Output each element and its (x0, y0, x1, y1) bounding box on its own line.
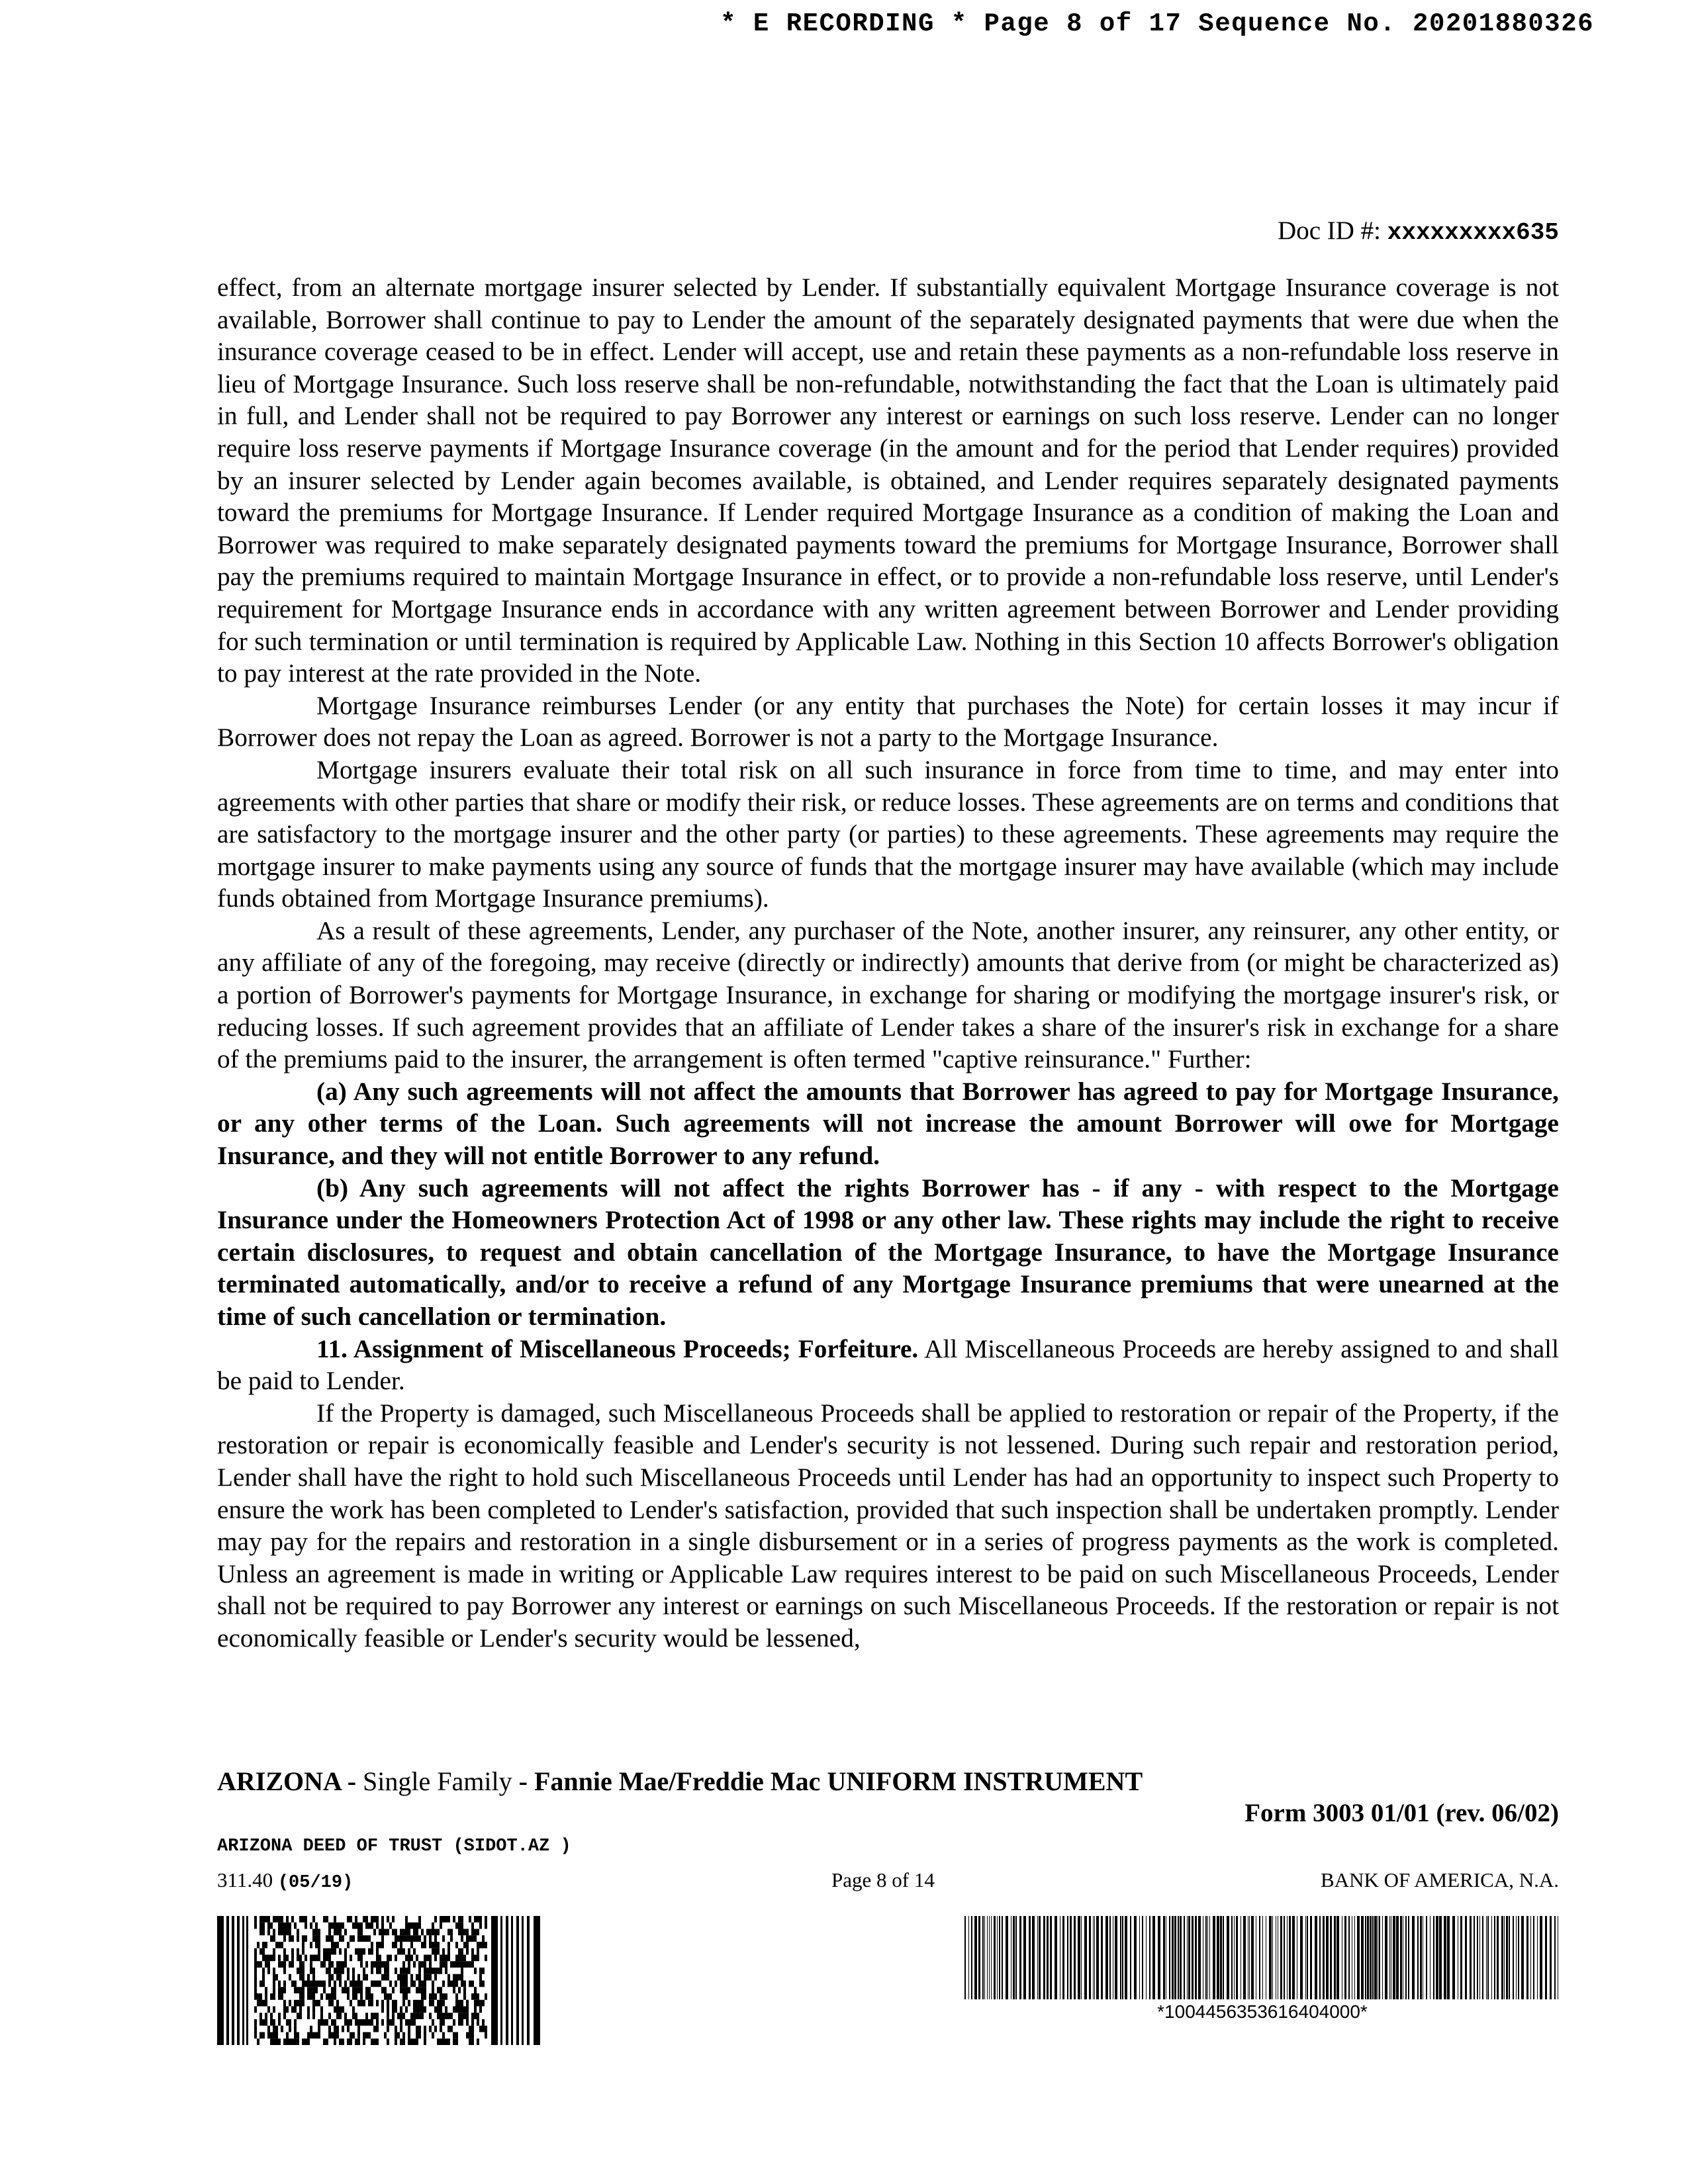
barcode-text: *1004456353616404000* (1157, 2001, 1368, 2022)
paragraph-mortgage-insurance-reimburses: Mortgage Insurance reimburses Lender (or any entity that purchases the Note) for certain losses it may incur if Borrower does not repay the Loan as agreed. Borrower is not a party to the Mortgage Insurance. (217, 690, 1559, 752)
form-code-date: (05/19) (277, 1873, 353, 1893)
form-code (217, 1868, 353, 1893)
document-body (217, 271, 1559, 1655)
section-11-heading: 11. Assignment of Miscellaneous Proceeds; Forfeiture. (316, 1334, 919, 1363)
footer-separator: - (340, 1766, 363, 1796)
footer-separator: - (512, 1766, 534, 1796)
form-code-number: 311.40 (217, 1868, 273, 1891)
pdf417-barcode (217, 1916, 540, 2045)
paragraph-property-damaged: If the Property is damaged, such Miscellaneous Proceeds shall be applied to restoration or repair of the Property, if the restoration or repair is economically feasible and Lender's security is not lessened. During such repair and restoration period, Lender shall have the right to hold such Miscellaneous Proceeds until Lender has had an opportunity to inspect such Property to ensure the work has been completed to Lender's satisfaction, provided that such inspection shall be undertaken promptly. Lender may pay for the repairs and restoration in a single disbursement or in a series of progress payments as the work is completed. Unless an agreement is made in writing or Applicable Law requires interest to be paid on such Miscellaneous Proceeds, Lender shall not be required to pay Borrower any interest or earnings on such Miscellaneous Proceeds. If the restoration or repair is not economically feasible or Lender's security would be lessened, (217, 1398, 1559, 1653)
paragraph-continuation: effect, from an alternate mortgage insurer selected by Lender. If substantially equivalent Mortgage Insurance coverage is not available, Borrower shall continue to pay to Lender the amount of the separately designated payments that were due when the insurance coverage ceased to be in effect. Lender will accept, use and retain these payments as a non-refundable loss reserve in lieu of Mortgage Insurance. Such loss reserve shall be non-refundable, notwithstanding the fact that the Loan is ultimately paid in full, and Lender shall not be required to pay Borrower any interest or earnings on such loss reserve. Lender can no longer require loss reserve payments if Mortgage Insurance coverage (in the amount and for the period that Lender requires) provided by an insurer selected by Lender again becomes available, is obtained, and Lender requires separately designated payments toward the premiums for Mortgage Insurance. If Lender required Mortgage Insurance as a condition of making the Loan and Borrower was required to make separately designated payments toward the premiums for Mortgage Insurance, Borrower shall pay the premiums required to maintain Mortgage Insurance in effect, or to provide a non-refundable loss reserve, until Lender's requirement for Mortgage Insurance ends in accordance with any written agreement between Borrower and Lender providing for such termination or until termination is required by Applicable Law. Nothing in this Section 10 affects Borrower's obligation to pay interest at the rate provided in the Note. (217, 273, 1559, 688)
paragraph-clause-a: (a) Any such agreements will not affect the amounts that Borrower has agreed to pay for Mortgage Insurance, or any other terms of the Loan. Such agreements will not increase the amount Borrower will owe for Mortgage Insurance, and they will not entitle Borrower to any refund. (217, 1076, 1559, 1171)
doc-id (1278, 216, 1559, 246)
deed-label: ARIZONA DEED OF TRUST (SIDOT.AZ ) (217, 1837, 571, 1856)
section-11-text: All Miscellaneous Proceeds are hereby assigned to and shall be paid to Lender. (217, 1334, 1559, 1396)
doc-id-label: Doc ID #: (1278, 216, 1381, 245)
bank-name: BANK OF AMERICA, N.A. (1321, 1868, 1559, 1891)
paragraph-mortgage-insurers-evaluate: Mortgage insurers evaluate their total risk on all such insurance in force from time to time, and may enter into agreements with other parties that share or modify their risk, or reduce losses. These agreements are on terms and conditions that are satisfactory to the mortgage insurer and the other party (or parties) to these agreements. These agreements may require the mortgage insurer to make payments using any source of funds that the mortgage insurer may have available (which may include funds obtained from Mortgage Insurance premiums). (217, 754, 1559, 913)
page-number: Page 8 of 14 (831, 1868, 935, 1891)
paragraph-captive-reinsurance: As a result of these agreements, Lender, any purchaser of the Note, another insurer, any reinsurer, any other entity, or any affiliate of any of the foregoing, may receive (directly or indirectly) amounts that derive from (or might be characterized as) a portion of Borrower's payments for Mortgage Insurance, in exchange for sharing or modifying the mortgage insurer's risk, or reducing losses. If such agreement provides that an affiliate of Lender takes a share of the insurer's risk in exchange for a share of the premiums paid to the insurer, the arrangement is often termed "captive reinsurance." Further: (217, 915, 1559, 1074)
paragraph-clause-b: (b) Any such agreements will not affect the rights Borrower has - if any - with respect to the Mortgage Insurance under the Homeowners Protection Act of 1998 or any other law. These rights may include the right to receive certain disclosures, to request and obtain cancellation of the Mortgage Insurance, to have the Mortgage Insurance terminated automatically, and/or to receive a refund of any Mortgage Insurance premiums that were unearned at the time of such cancellation or termination. (217, 1173, 1559, 1331)
footer-instrument: Fannie Mae/Freddie Mac UNIFORM INSTRUMENT (534, 1766, 1143, 1796)
footer-title (217, 1766, 1143, 1797)
footer-state: ARIZONA (217, 1766, 341, 1796)
footer-family: Single Family (363, 1766, 512, 1796)
form-number: Form 3003 01/01 (rev. 06/02) (1244, 1799, 1559, 1827)
section-11-paragraph (217, 1333, 1559, 1397)
doc-id-value: xxxxxxxxx635 (1387, 219, 1559, 246)
linear-barcode (964, 1916, 1560, 1999)
recording-header: * E RECORDING * Page 8 of 17 Sequence No. 20201880326 (720, 9, 1594, 38)
